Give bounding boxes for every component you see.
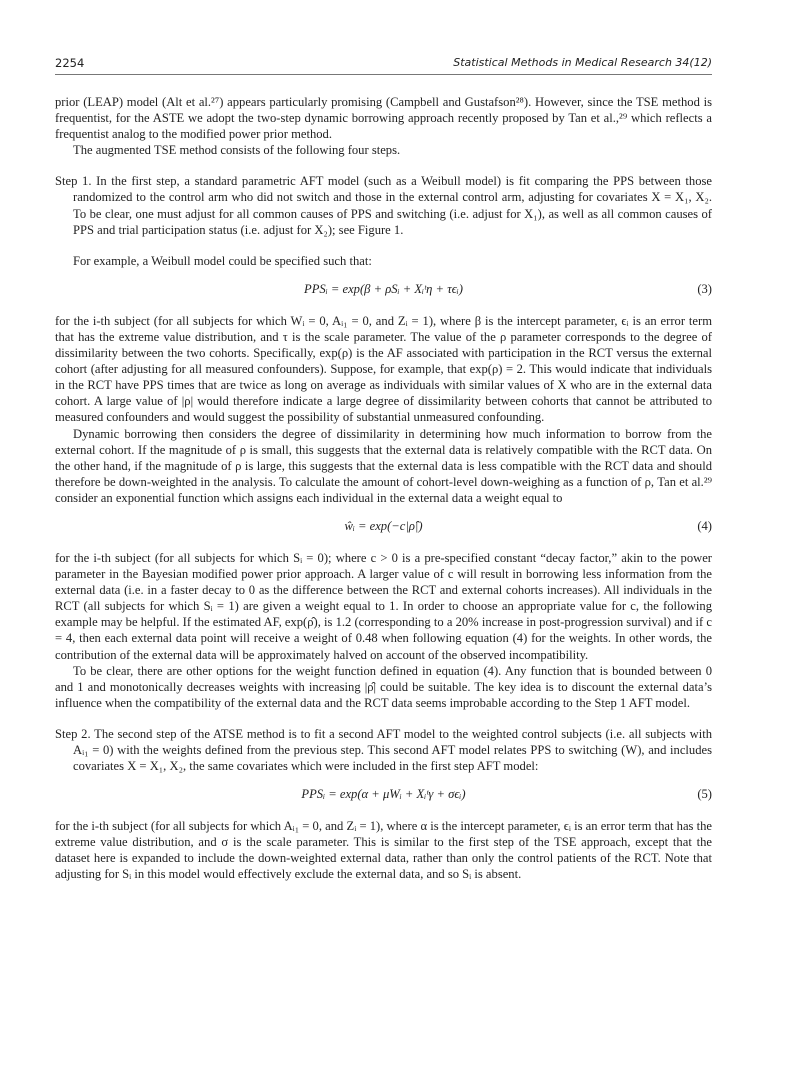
equation-3 bbox=[55, 269, 712, 313]
equation-number: (4) bbox=[697, 518, 712, 533]
page-number: 2254 bbox=[55, 56, 85, 70]
step-1: Step 1. In the first step, a standard parametric AFT model (such as a Weibull model) is fit comparing the PPS between those randomized to the control arm who did not switch and those in the external control arm, adjusting for covariates X = X₁, X₂. To be clear, one must adjust for all common causes of PPS and switching (i.e. adjust for X₁), as well as all common causes of PPS and trial participation status (i.e. adjust for X₂); see Figure 1. bbox=[55, 174, 712, 237]
journal-title: Statistical Methods in Medical Research 34(12) bbox=[453, 56, 712, 69]
equation-4 bbox=[55, 506, 712, 550]
equation-formula: PPSᵢ = exp(α + μWᵢ + Xᵢᵗγ + σϵᵢ) bbox=[301, 787, 466, 802]
equation-5 bbox=[55, 774, 712, 818]
equation-formula: ŵᵢ = exp(−c|ρ̂|) bbox=[344, 518, 423, 533]
paragraph: prior (LEAP) model (Alt et al.²⁷) appears particularly promising (Campbell and Gustafson²⁸). However, since the TSE method is frequentist, for the ASTE we adopt the two-step dynamic borrowing approach recently proposed by Tan et al.,²⁹ which reflects a frequentist analog to the modified power prior method. bbox=[55, 95, 712, 142]
step-2: Step 2. The second step of the ATSE method is to fit a second AFT model to the weighted control subjects (i.e. all subjects with Aᵢ₁ = 0) with the weights defined from the previous step. This second AFT model relates PPS to switching (W), and includes covariates X = X₁, X₂, the same covariates which were included in the first step AFT model: bbox=[55, 726, 712, 774]
equation-formula: PPSᵢ = exp(β + ρSᵢ + Xᵢᵗη + τϵᵢ) bbox=[304, 281, 463, 296]
paragraph: For example, a Weibull model could be specified such that: bbox=[73, 253, 372, 268]
paragraph: for the i-th subject (for all subjects for which Aᵢ₁ = 0, and Zᵢ = 1), where α is the intercept parameter, ϵᵢ is an error term that has the extreme value distribution, and σ is the scale parameter. This is similar to the first step of the TSE approach, except that the dataset here is expanded to include the down-weighted external data, rather than only the control patients of the RCT. Note that adjusting for Sᵢ in this model would effectively exclude the external data, and so Sᵢ is absent. bbox=[55, 819, 712, 882]
paragraph: The augmented TSE method consists of the following four steps. bbox=[73, 143, 401, 158]
article-body bbox=[55, 94, 712, 883]
paragraph: Dynamic borrowing then considers the degree of dissimilarity in determining how much information to borrow from the external cohort. If the magnitude of ρ is small, this suggests that the external data is relatively compatible with the RCT data. On the other hand, if the magnitude of ρ is large, this suggests that the external data is less compatible with the RCT data and should therefore be down-weighted in the analysis. To calculate the amount of cohort-level down-weighing as a function of ρ, Tan et al.²⁹ consider an exponential function which assigns each individual in the external data a weight equal to bbox=[55, 426, 712, 505]
running-header bbox=[55, 54, 712, 75]
paragraph: To be clear, there are other options for the weight function defined in equation (4). Any function that is bounded between 0 and 1 and monotonically decreases weights with increasing |ρ̂| could be suitable. The key idea is to discount the external data’s influence when the compatibility of the external data and the RCT data seems improbable according to the Step 1 AFT model. bbox=[55, 663, 712, 710]
equation-number: (5) bbox=[697, 787, 712, 802]
equation-number: (3) bbox=[697, 281, 712, 296]
paragraph: for the i-th subject (for all subjects for which Sᵢ = 0); where c > 0 is a pre-specified constant “decay factor,” akin to the power parameter in the Bayesian modified power prior approach. A larger value of c will result in borrowing less information from the external data (i.e. in a faster decay to 0 as the difference between the RCT and external cohorts increases). All individuals in the RCT (all subjects for which Sᵢ = 1) are given a weight equal to 1. In order to choose an appropriate value for c, the following example may be helpful. If the estimated AF, exp(ρ̂), is 1.2 (corresponding to a 20% increase in post-progression survival) and if c = 4, then each external data point will receive a weight of 0.48 when following equation (4) for the weights. In other words, the contribution of the external data will be approximately halved on account of the observed incompatibility. bbox=[55, 550, 712, 662]
paragraph: for the i-th subject (for all subjects for which Wᵢ = 0, Aᵢ₁ = 0, and Zᵢ = 1), where β is the intercept parameter, ϵᵢ is an error term that has the extreme value distribution, and τ is the scale parameter. The value of the ρ parameter corresponds to the degree of dissimilarity between the two cohorts. Specifically, exp(ρ) is the AF associated with participation in the RCT versus the external cohort (after adjusting for all measured confounders). Suppose, for example, that exp(ρ) = 2. This would indicate that individuals in the RCT have PPS times that are twice as long on average as individuals with similar values of X who are in the external data cohort. A large value of |ρ| would therefore indicate a large degree of dissimilarity between cohorts that cannot be attributed to measured confounders and would suggest the possibility of substantial unmeasured confounding. bbox=[55, 313, 712, 425]
